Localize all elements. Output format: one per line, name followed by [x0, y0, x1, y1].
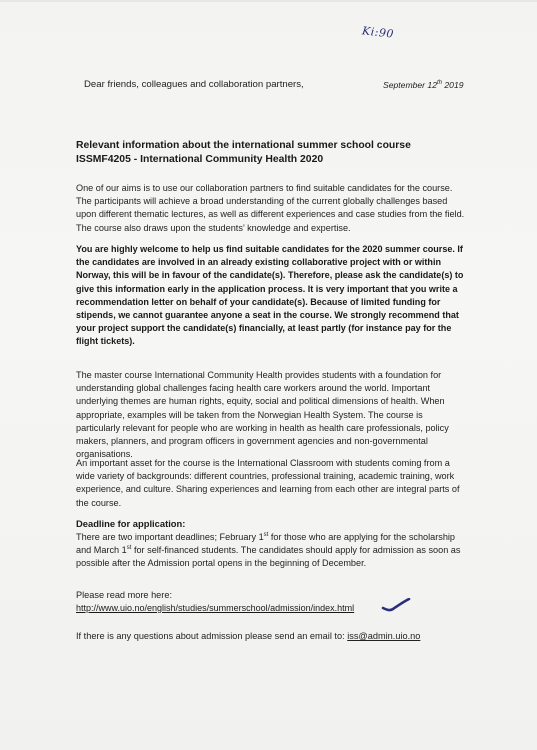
deadline-text-3: for self-financed students. The candidates should apply for admission as soon as possible after the Admission portal opens in the beginning of December. — [76, 545, 461, 569]
handwritten-note: Ki:90 — [361, 24, 395, 41]
salutation: Dear friends, colleagues and collaboration partners, — [84, 79, 304, 90]
deadline-heading: Deadline for application: — [76, 518, 186, 529]
letter-date — [383, 80, 464, 90]
paragraph-candidates: You are highly welcome to help us find suitable candidates for the 2020 summer course. If the candidates are involved in an already existing collaborative project with or within Norway, this will be in favour of the candidate(s). Therefore, please ask the candidate(s) to give this information early in the application process. It is very important that you write a recommendation letter on behalf of your candidate(s). Because of limited funding for stipends, we cannot guarantee anyone a seat in the course. We strongly recommend that your project support the candidate(s) financially, at least partly (for instance pay for the flight tickets). — [76, 244, 464, 347]
email-line — [76, 631, 420, 641]
deadline-ordinal-2: st — [126, 545, 132, 552]
checkmark-icon — [381, 598, 411, 612]
deadline-text-1: There are two important deadlines; February 1 — [76, 532, 264, 542]
deadline-ordinal-1: st — [263, 531, 269, 538]
paragraph-course-description: The master course International Community Health provides students with a foundation for understanding global challenges facing health care workers around the world. Important underlying themes are human rights, equity, social and political dimensions of health. When appropriate, examples will be taken from the Norwegian Health System. The course is particularly relevant for people who are working in health as health care professionals, policy makers, planners, and program officers in government agencies and non-governmental organisations. — [76, 370, 449, 460]
title-line-2: ISSMF4205 - International Community Health 2020 — [76, 154, 324, 165]
email-prompt: If there is any questions about admission please send an email to: — [76, 631, 348, 641]
date-year: 2019 — [442, 80, 464, 90]
title-line-1: Relevant information about the international summer school course — [76, 140, 411, 151]
deadline-text-2: for those who are applying for the scholarship and March 1 — [76, 532, 456, 556]
admission-link[interactable]: http://www.uio.no/english/studies/summerschool/admission/index.html — [76, 603, 355, 613]
email-link[interactable]: iss@admin.uio.no — [347, 631, 421, 641]
date-month-day: September 12 — [383, 80, 437, 90]
paragraph-international-classroom: An important asset for the course is the International Classroom with students coming from a wide variety of backgrounds: different countries, professional training, academic training, work experience, and culture. Sharing experiences and learning from each other are integral parts of the course. — [76, 458, 460, 508]
read-more-label: Please read more here: — [76, 590, 173, 600]
letter-title — [76, 139, 466, 167]
date-ordinal: th — [436, 80, 442, 87]
paragraph-deadlines — [76, 531, 468, 571]
paragraph-aims: One of our aims is to use our collaboration partners to find suitable candidates for the course. The participants will achieve a broad understanding of the current globally challenges based upon different thematic lectures, as well as different experiences and case studies from the field. The course also draws upon the students’ knowledge and expertise. — [76, 183, 465, 233]
